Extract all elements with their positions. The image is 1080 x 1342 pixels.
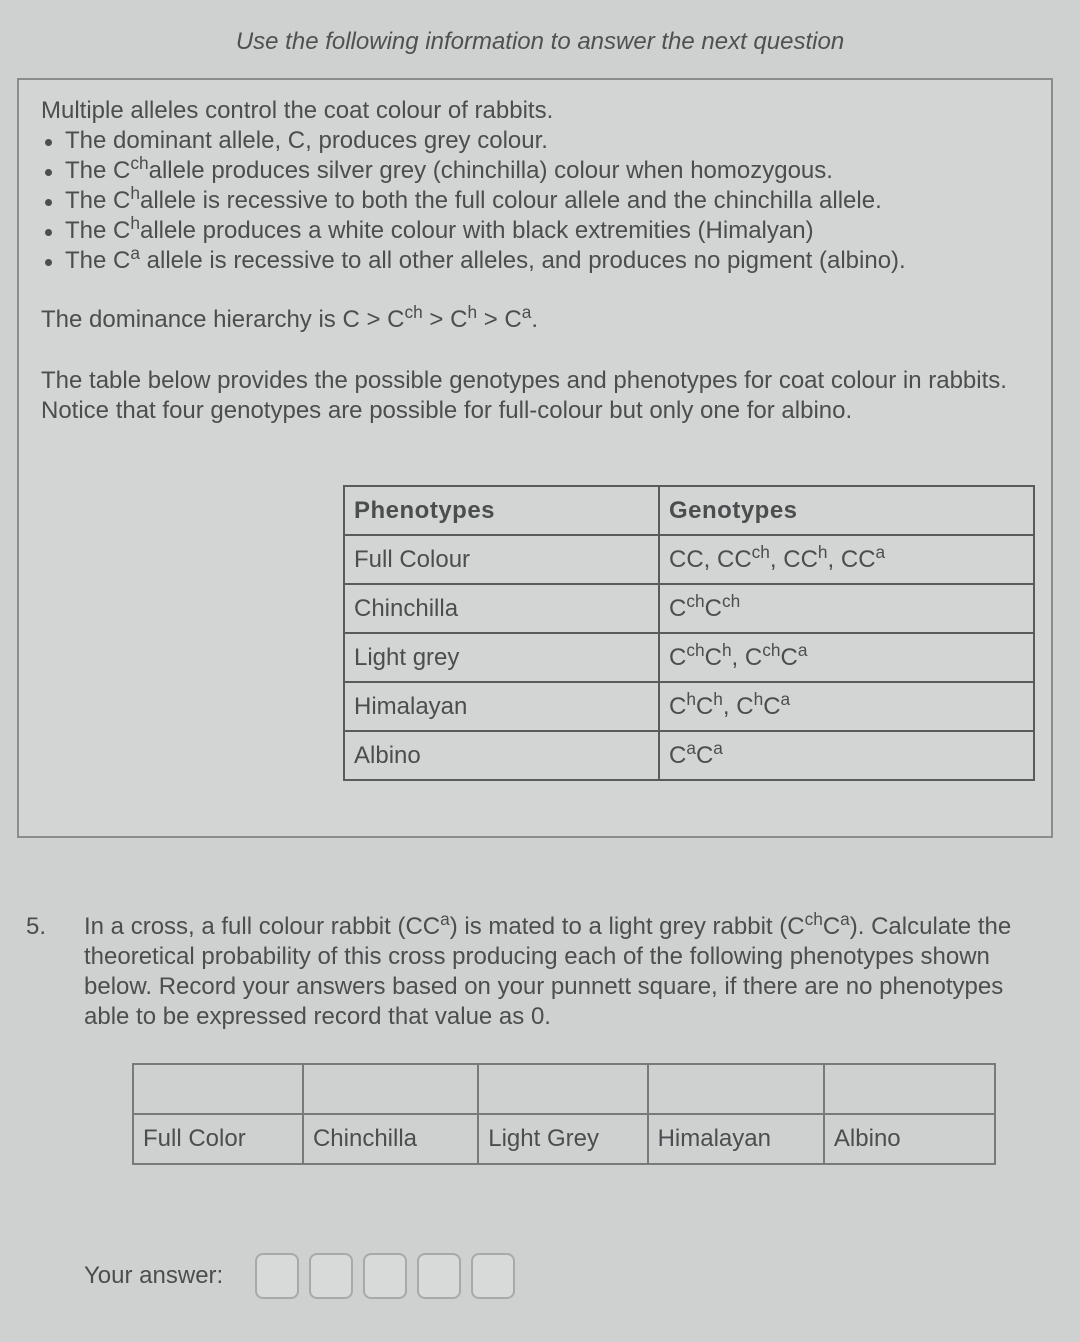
answer-boxes xyxy=(255,1253,525,1304)
info-lead: Multiple alleles control the coat colour of rabbits. xyxy=(41,97,554,124)
dominance-hierarchy: The dominance hierarchy is $C > C^{ch} > C^h > C^a$. xyxy=(41,302,539,333)
label-full-color: Full Color xyxy=(133,1114,303,1164)
answer-box-4[interactable] xyxy=(417,1253,461,1299)
answer-box-5[interactable] xyxy=(471,1253,515,1299)
genotype-cell: $C^{ch}C^h$, $C^{ch}C^a$ xyxy=(659,633,1034,682)
question-number: 5. xyxy=(26,913,47,940)
intro-heading: Use the following information to answer the next question xyxy=(235,28,845,55)
header-phenotypes: Phenotypes xyxy=(344,486,659,535)
your-answer-label: Your answer: xyxy=(84,1262,224,1289)
answer-blank-cell xyxy=(648,1064,824,1114)
label-himalayan: Himalayan xyxy=(648,1114,824,1164)
table-header-row xyxy=(344,486,1034,535)
table-row xyxy=(344,535,1034,584)
question-5 xyxy=(26,909,1046,1032)
answer-blank-cell xyxy=(133,1064,303,1114)
table-row xyxy=(344,731,1034,780)
phenotype-cell: Light grey xyxy=(344,633,659,682)
phenotype-cell: Full Colour xyxy=(344,535,659,584)
allele-list xyxy=(41,126,906,276)
table-row xyxy=(344,584,1034,633)
genotype-cell: $C^hC^h$, $C^hC^a$ xyxy=(659,682,1034,731)
phenotype-cell: Chinchilla xyxy=(344,584,659,633)
info-box xyxy=(17,78,1053,838)
answer-table xyxy=(132,1063,996,1165)
phenotype-cell: Albino xyxy=(344,731,659,780)
answer-label-row xyxy=(133,1114,995,1164)
allele-bullet: The $C^{ch}allele$ produces silver grey (chinchilla) colour when homozygous. xyxy=(41,156,906,186)
label-chinchilla: Chinchilla xyxy=(303,1114,478,1164)
answer-blank-cell xyxy=(478,1064,647,1114)
table-row xyxy=(344,633,1034,682)
answer-box-3[interactable] xyxy=(363,1253,407,1299)
question-text: In a cross, a full colour rabbit $(CC^a)$ is mated to a light grey rabbit $(C^{ch}C^a)$. Calculate the theoretical probability of this cross producing each of the following phenotypes shown below. Record your answers based on your punnett square, if there are no phenotypes able to be expressed record that value as 0. xyxy=(84,909,1012,1030)
label-light-grey: Light Grey xyxy=(478,1114,647,1164)
genotype-cell: $C^aC^a$ xyxy=(659,731,1034,780)
answer-blank-cell xyxy=(824,1064,995,1114)
answer-box-2[interactable] xyxy=(309,1253,353,1299)
phenotype-cell: Himalayan xyxy=(344,682,659,731)
answer-blank-cell xyxy=(303,1064,478,1114)
table-note: The table below provides the possible genotypes and phenotypes for coat colour in rabbits. Notice that four genotypes are possible for full-colour but only one for albino. xyxy=(41,367,1007,424)
allele-bullet: The $C^hallele$ produces a white colour with black extremities (Himalyan) xyxy=(41,216,906,246)
genotype-cell: $C^{ch}C^{ch}$ xyxy=(659,584,1034,633)
header-genotypes: Genotypes xyxy=(659,486,1034,535)
allele-bullet: The dominant allele, C, produces grey colour. xyxy=(41,126,906,156)
answer-box-1[interactable] xyxy=(255,1253,299,1299)
table-row xyxy=(344,682,1034,731)
allele-bullet: The $C^a$ allele is recessive to all other alleles, and produces no pigment (albino). xyxy=(41,246,906,276)
label-albino: Albino xyxy=(824,1114,995,1164)
answer-blank-row xyxy=(133,1064,995,1114)
allele-bullet: The $C^hallele$ is recessive to both the full colour allele and the chinchilla allele. xyxy=(41,186,906,216)
genotype-cell: CC, $CC^{ch}$, $CC^h$, $CC^a$ xyxy=(659,535,1034,584)
genotype-table xyxy=(343,485,1035,781)
